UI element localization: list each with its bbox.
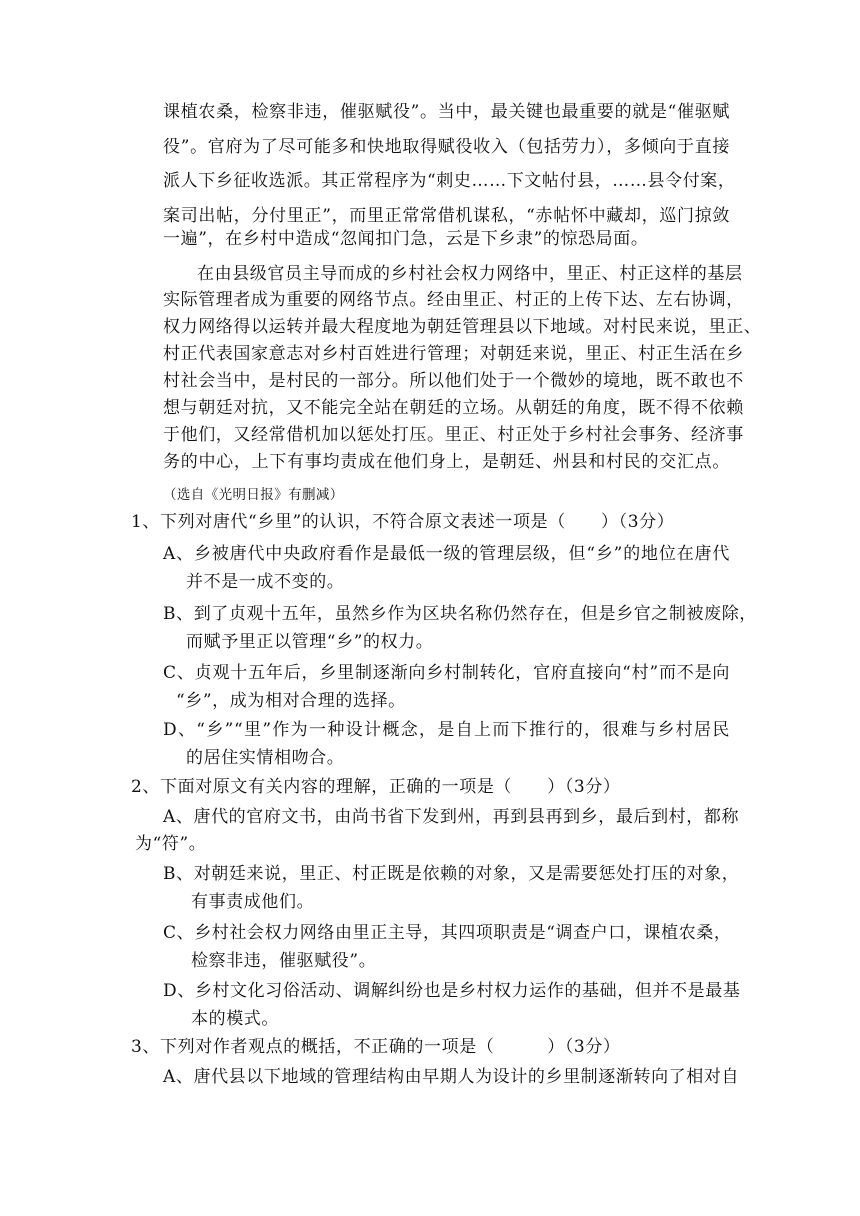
passage-line: 在由县级官员主导而成的乡村社会权力网络中，里正、村正这样的基层 [197,264,743,284]
option-c: C、贞观十五年后，乡里制逐渐向乡村制转化，官府直接向“村”而不是向 [163,663,730,683]
option-c-cont: 检察非违，催驱赋役”。 [191,951,377,971]
option-a: A、唐代县以下地域的管理结构由早期人为设计的乡里制逐渐转向了相对自 [163,1067,740,1087]
question-stem: 1、下列对唐代“乡里”的认识，不符合原文表述一项是（ ）（3分） [131,512,675,532]
option-b: B、对朝廷来说，里正、村正既是依赖的对象，又是需要惩处打压的对象， [163,864,740,884]
option-c: C、乡村社会权力网络由里正主导，其四项职责是“调查户口，课植农桑， [163,923,732,943]
passage-line: 实际管理者成为重要的网络节点。经由里正、村正的上传下达、左右协调， [163,290,744,310]
passage-line: 权力网络得以运转并最大程度地为朝廷管理县以下地域。对村民来说，里正、 [163,317,762,337]
question-stem: 2、下面对原文有关内容的理解，正确的一项是（ ）（3分） [131,777,621,797]
option-d: D、乡村文化习俗活动、调解纠纷也是乡村权力运作的基础，但并不是最基 [163,981,741,1001]
option-d: D、“乡”“里”作为一种设计概念，是自上而下推行的，很难与乡村居民 [163,720,730,740]
question-stem: 3、下列对作者观点的概括，不正确的一项是（ ）（3分） [131,1037,621,1057]
option-d-cont: 的居住实情相吻合。 [186,748,345,768]
source-note: （选自《光明日报》有删减） [163,487,344,503]
option-d-cont: 本的模式。 [191,1009,279,1029]
passage-line: 想与朝廷对抗，又不能完全站在朝廷的立场。从朝廷的角度，既不得不依赖 [163,398,744,418]
option-b: B、到了贞观十五年，虽然乡作为区块名称仍然存在，但是乡官之制被废除， [163,604,757,624]
passage-line: 于他们，又经常借机加以惩处打压。里正、村正处于乡村社会事务、经济事 [163,425,744,445]
option-a-cont: 并不是一成不变的。 [186,572,345,592]
passage-line: 一遍”，在乡村中造成“忽闻扣门急，云是下乡隶”的惊恐局面。 [163,229,649,249]
option-b-cont: 而赋予里正以管理“乡”的权力。 [186,632,434,652]
passage-line: 课植农桑，检察非违，催驱赋役”。当中，最关键也最重要的就是“催驱赋 [163,102,730,122]
passage-line: 村社会当中，是村民的一部分。所以他们处于一个微妙的境地，既不敢也不 [163,371,744,391]
option-a: A、唐代的官府文书，由尚书省下发到州，再到县再到乡，最后到村，都称 [163,807,740,827]
passage-line: 务的中心，上下有事均责成在他们身上，是朝廷、州县和村民的交汇点。 [163,452,730,472]
option-b-cont: 有事责成他们。 [191,892,315,912]
option-a-cont: 为“符”。 [135,834,207,854]
option-a: A、乡被唐代中央政府看作是最低一级的管理层级，但“乡”的地位在唐代 [163,544,730,564]
passage-line: 案司出帖，分付里正”，而里正常常借机谋私，“赤帖怀中藏却，巡门掠敛 [163,206,730,226]
passage-line: 派人下乡征收选派。其正常程序为“刺史……下文帖付县，……县令付案， [163,171,736,191]
option-c-cont: “乡”，成为相对合理的选择。 [176,691,406,711]
passage-line: 役”。官府为了尽可能多和快地取得赋役收入（包括劳力），多倾向于直接 [163,137,730,157]
passage-line: 村正代表国家意志对乡村百姓进行管理；对朝廷来说，里正、村正生活在乡 [163,344,744,364]
